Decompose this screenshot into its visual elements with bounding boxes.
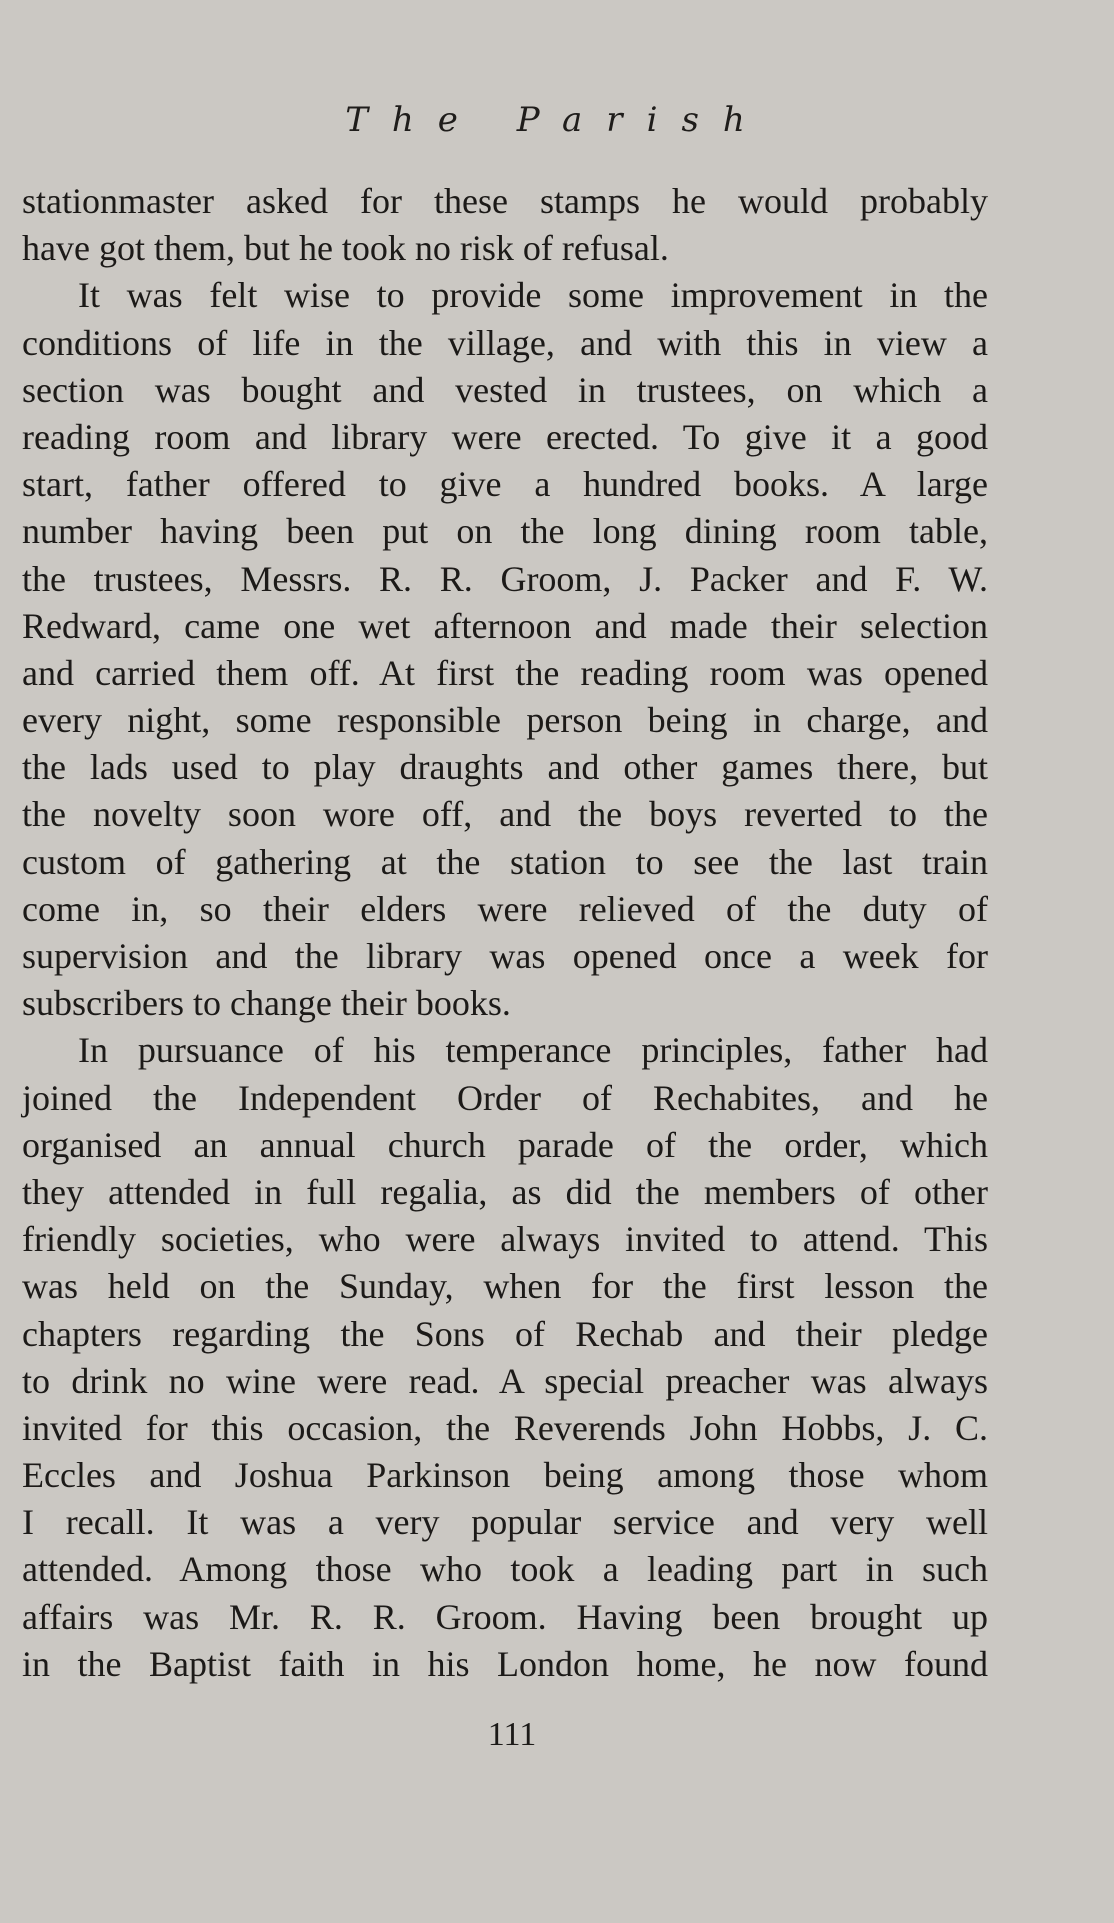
text-line: custom of gathering at the station to see the last train <box>22 841 988 882</box>
running-head: The Parish <box>345 100 769 140</box>
text-line: the lads used to play draughts and other games there, but <box>22 747 988 788</box>
body-text <box>22 178 988 1688</box>
text-line: the trustees, Messrs. R. R. Groom, J. Packer and F. W. <box>22 558 988 599</box>
text-line: chapters regarding the Sons of Rechab and their pledge <box>22 1313 988 1354</box>
text-line: in the Baptist faith in his London home, he now found <box>22 1643 988 1684</box>
text-line: joined the Independent Order of Rechabites, and he <box>22 1077 988 1118</box>
text-line: I recall. It was a very popular service and very well <box>22 1502 988 1543</box>
text-line: start, father offered to give a hundred books. A large <box>22 464 988 505</box>
text-line: conditions of life in the village, and with this in view a <box>22 322 988 363</box>
text-line: come in, so their elders were relieved of the duty of <box>22 888 988 929</box>
text-line: the novelty soon wore off, and the boys reverted to the <box>22 794 988 835</box>
text-line: was held on the Sunday, when for the first lesson the <box>22 1266 988 1307</box>
text-line: to drink no wine were read. A special preacher was always <box>22 1360 988 1401</box>
text-line: In pursuance of his temperance principles, father had <box>78 1030 988 1071</box>
text-line: attended. Among those who took a leading part in such <box>22 1549 988 1590</box>
text-line: stationmaster asked for these stamps he would probably <box>22 181 988 221</box>
text-line: affairs was Mr. R. R. Groom. Having been brought up <box>22 1596 988 1637</box>
text-line: It was felt wise to provide some improvement in the <box>78 275 988 316</box>
text-line: reading room and library were erected. To give it a good <box>22 416 988 457</box>
text-line: and carried them off. At first the reading room was opened <box>22 652 988 693</box>
text-line: invited for this occasion, the Reverends John Hobbs, J. C. <box>22 1407 988 1448</box>
page-number: 111 <box>487 1716 537 1753</box>
text-line: section was bought and vested in trustees, on which a <box>22 369 988 410</box>
text-line: Eccles and Joshua Parkinson being among those whom <box>22 1455 988 1496</box>
text-line: Redward, came one wet afternoon and made their selection <box>22 605 988 646</box>
text-line: they attended in full regalia, as did the members of other <box>22 1171 988 1212</box>
text-line: organised an annual church parade of the order, which <box>22 1124 988 1165</box>
text-line: every night, some responsible person being in charge, and <box>22 700 988 741</box>
text-line: number having been put on the long dining room table, <box>22 511 988 552</box>
text-line: have got them, but he took no risk of refusal. <box>22 228 669 269</box>
text-line: supervision and the library was opened once a week for <box>22 936 988 976</box>
text-line: subscribers to change their books. <box>22 983 511 1024</box>
text-line: friendly societies, who were always invited to attend. This <box>22 1219 988 1260</box>
